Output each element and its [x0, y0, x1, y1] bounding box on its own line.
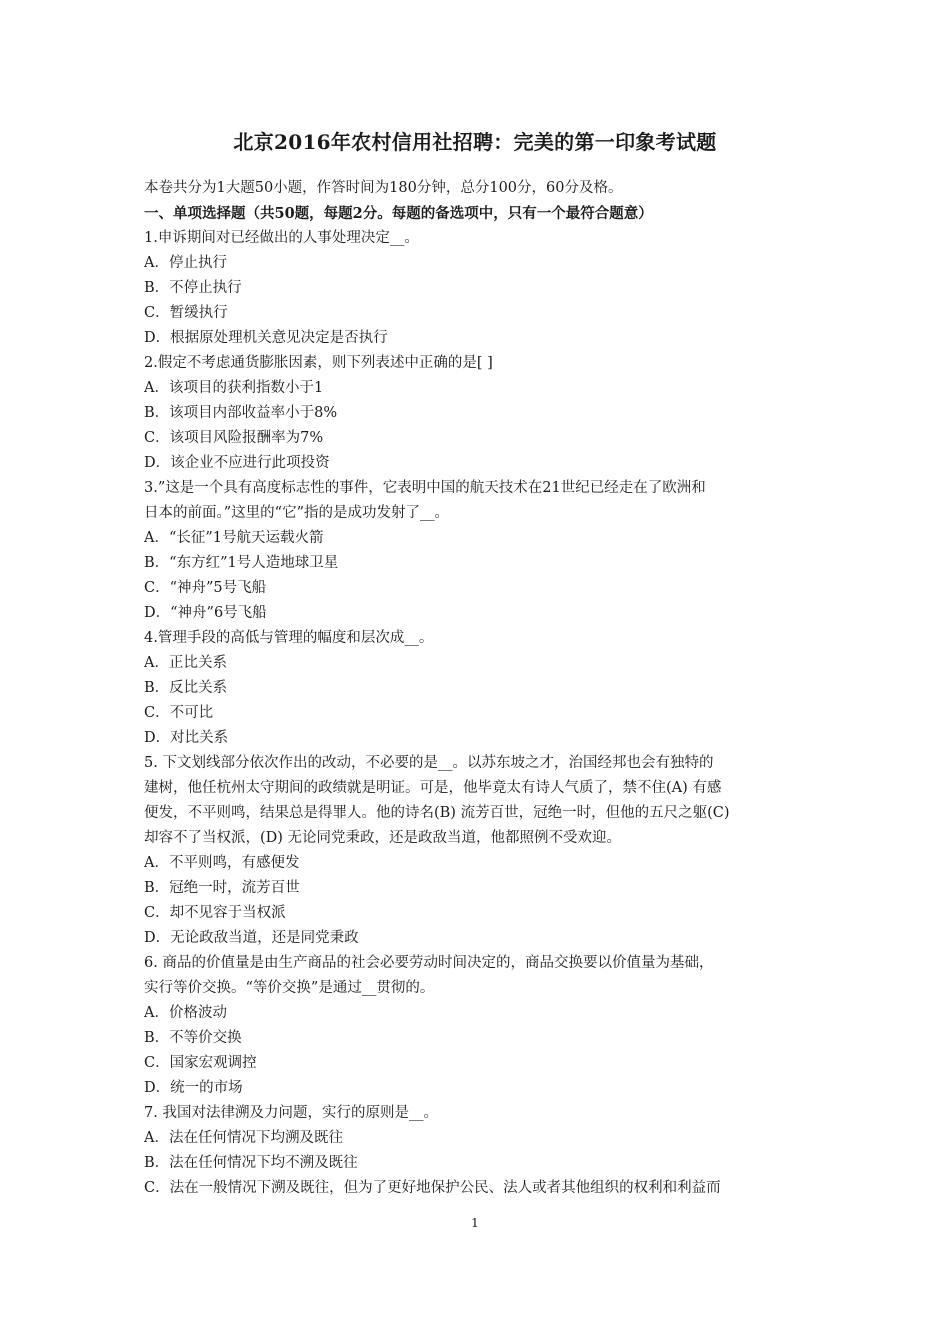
answer-option: D．对比关系: [144, 730, 229, 746]
question-text-line: 2.假定不考虑通货膨胀因素，则下列表述中正确的是[ ]: [144, 355, 493, 371]
question-text-line: 4.管理手段的高低与管理的幅度和层次成__。: [144, 630, 434, 646]
answer-option: A．法在任何情况下均溯及既往: [144, 1130, 343, 1146]
answer-option: B．法在任何情况下均不溯及既往: [144, 1155, 358, 1171]
question-text-line: 1.申诉期间对已经做出的人事处理决定__。: [144, 230, 419, 246]
answer-option: B．不停止执行: [144, 280, 242, 296]
answer-option: B．反比关系: [144, 680, 228, 696]
answer-option: C．却不见容于当权派: [144, 905, 286, 921]
answer-option: A．不平则鸣，有感便发: [144, 855, 300, 871]
page-number: 1: [471, 1216, 479, 1230]
answer-option: B．冠绝一时，流芳百世: [144, 880, 300, 896]
answer-option: A．该项目的获利指数小于1: [144, 380, 324, 396]
document-title: 北京2016年农村信用社招聘：完美的第一印象考试题: [233, 130, 717, 154]
answer-option: D．该企业不应进行此项投资: [144, 455, 330, 471]
intro-text: 本卷共分为1大题50小题，作答时间为180分钟，总分100分，60分及格。: [144, 180, 623, 196]
answer-option: D．根据原处理机关意见决定是否执行: [144, 330, 388, 346]
answer-option: B．该项目内部收益率小于8%: [144, 405, 338, 421]
question-text-line: 日本的前面。”这里的“它”指的是成功发射了__。: [144, 505, 449, 521]
answer-option: B．“东方红”1号人造地球卫星: [144, 555, 339, 571]
answer-option: D．统一的市场: [144, 1080, 243, 1096]
answer-option: D．“神舟”6号飞船: [144, 605, 267, 621]
question-text-line: 3.”这是一个具有高度标志性的事件，它表明中国的航天技术在21世纪已经走在了欧洲和: [144, 480, 706, 496]
answer-option: A．“长征”1号航天运载火箭: [144, 530, 324, 546]
question-text-line: 5. 下文划线部分依次作出的改动，不必要的是__。以苏东坡之才，治国经邦也会有独特的: [144, 755, 714, 771]
section-heading: 一、单项选择题（共50题，每题2分。每题的备选项中，只有一个最符合题意）: [144, 205, 653, 222]
answer-option: C．“神舟”5号飞船: [144, 580, 267, 596]
answer-option: C．法在一般情况下溯及既往，但为了更好地保护公民、法人或者其他组织的权利和利益而: [144, 1180, 721, 1196]
question-text-line: 7. 我国对法律溯及力问题，实行的原则是__。: [144, 1105, 438, 1121]
answer-option: C．暂缓执行: [144, 305, 228, 321]
question-text-line: 实行等价交换。“等价交换”是通过__贯彻的。: [144, 980, 435, 996]
answer-option: D．无论政敌当道，还是同党秉政: [144, 930, 359, 946]
question-list: [144, 226, 814, 1201]
answer-option: A．价格波动: [144, 1005, 227, 1021]
answer-option: C．不可比: [144, 705, 214, 721]
question-text-line: 6. 商品的价值量是由生产商品的社会必要劳动时间决定的，商品交换要以价值量为基础，: [144, 955, 714, 971]
answer-option: C．国家宏观调控: [144, 1055, 257, 1071]
question-text-line: 便发，不平则鸣，结果总是得罪人。他的诗名(B) 流芳百世，冠绝一时，但他的五尺之躯(C): [144, 805, 730, 821]
document-body: [144, 176, 814, 1201]
answer-option: A．停止执行: [144, 255, 227, 271]
answer-option: C．该项目风险报酬率为7%: [144, 430, 324, 446]
question-text-line: 建树，他任杭州太守期间的政绩就是明证。可是，他毕竟太有诗人气质了，禁不住(A) 有感: [144, 780, 722, 796]
answer-option: B．不等价交换: [144, 1030, 242, 1046]
question-text-line: 却容不了当权派，(D) 无论同党秉政，还是政敌当道，他都照例不受欢迎。: [144, 830, 622, 846]
answer-option: A．正比关系: [144, 655, 227, 671]
